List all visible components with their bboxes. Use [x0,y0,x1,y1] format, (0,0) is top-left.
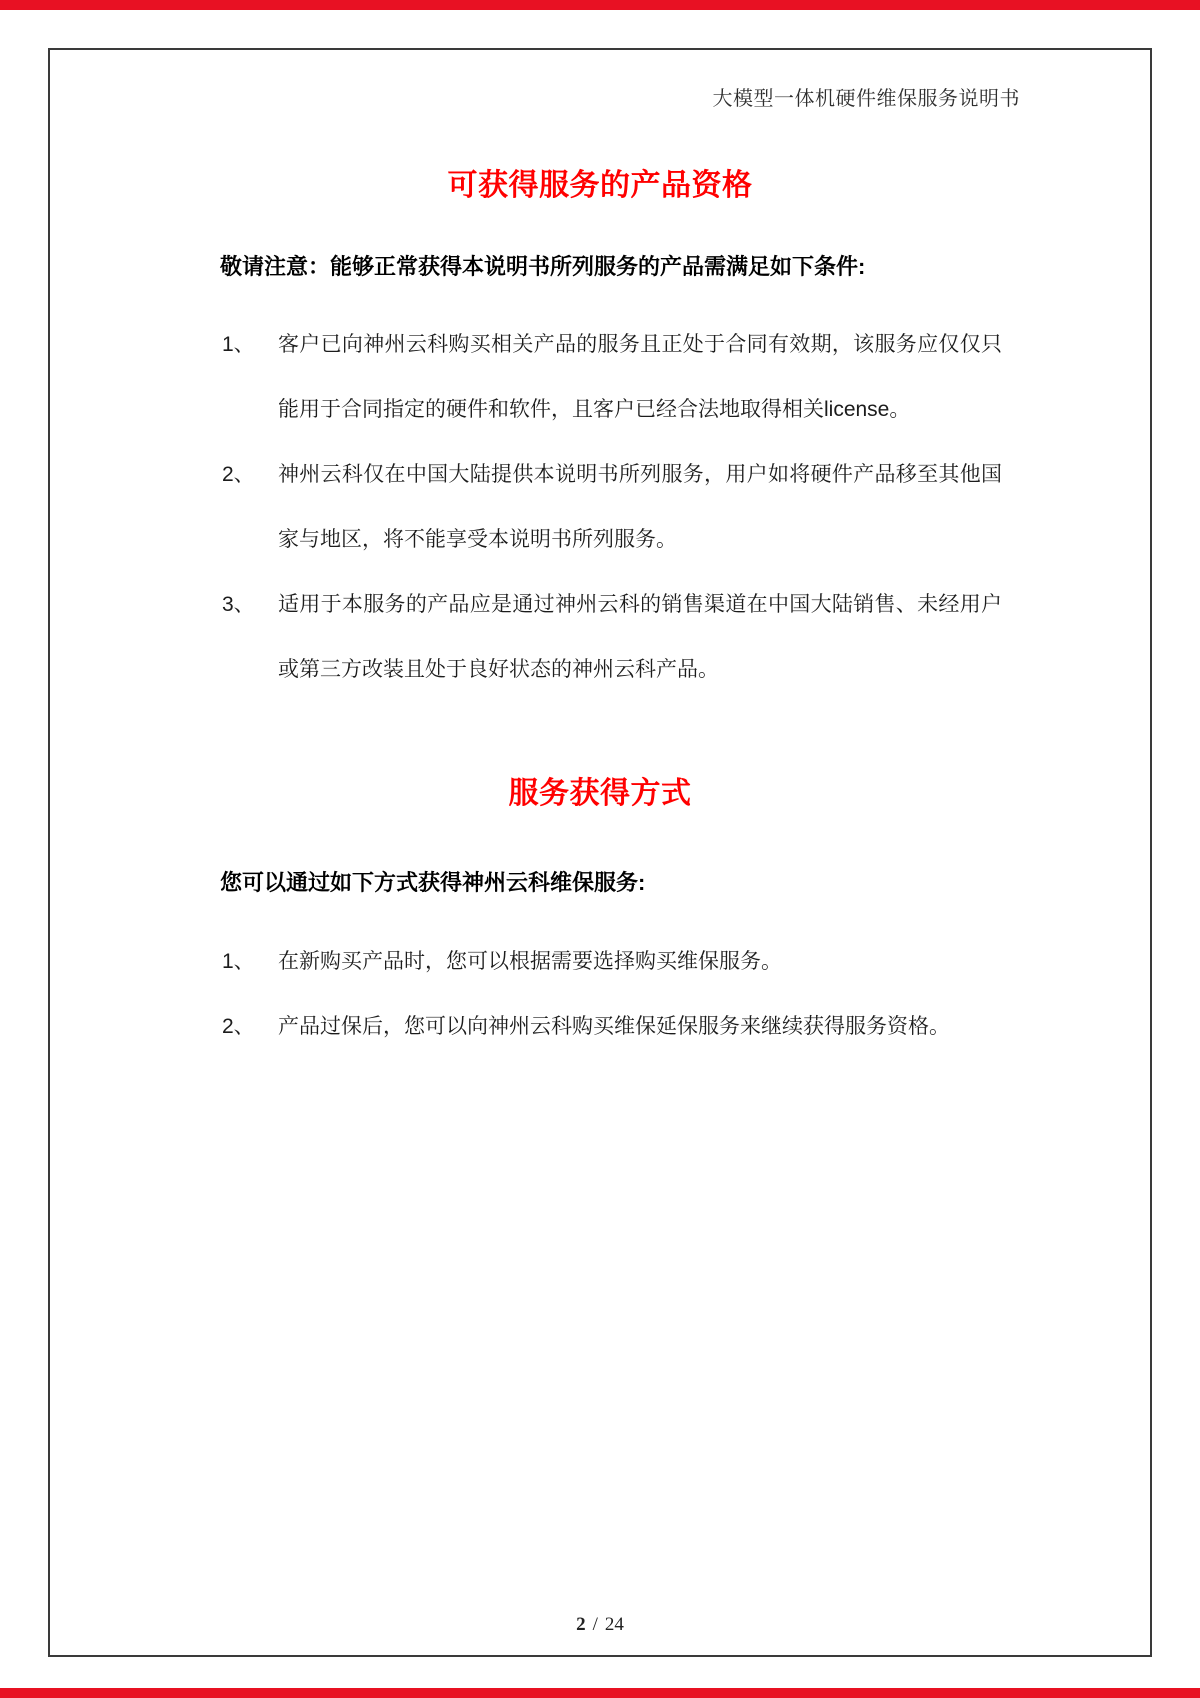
running-header: 大模型一体机硬件维保服务说明书 [712,88,1020,110]
list-item-line: 客户已向神州云科购买相关产品的服务且正处于合同有效期，该服务应仅仅只 [278,333,1002,356]
list-item-line: 适用于本服务的产品应是通过神州云科的销售渠道在中国大陆销售、未经用户 [278,593,1002,616]
top-edge-red-bar [0,0,1200,10]
list-item-number: 1、 [222,950,255,973]
list-item-line: 能用于合同指定的硬件和软件，且客户已经合法地取得相关license。 [278,398,911,421]
list-item-line: 家与地区，将不能享受本说明书所列服务。 [278,528,677,551]
section1-intro: 敬请注意：能够正常获得本说明书所列服务的产品需满足如下条件: [220,254,866,279]
list-item-line: 在新购买产品时，您可以根据需要选择购买维保服务。 [278,950,782,973]
list-item-line: 神州云科仅在中国大陆提供本说明书所列服务，用户如将硬件产品移至其他国 [278,463,1002,486]
list-item-number: 2、 [222,1015,255,1038]
page-number-separator: / [592,1614,598,1635]
section1-title: 可获得服务的产品资格 [447,169,753,202]
page-number-total: 24 [604,1614,624,1635]
list-item-number: 3、 [222,593,255,616]
list-item-line: 或第三方改装且处于良好状态的神州云科产品。 [278,658,719,681]
page-number-current: 2 [576,1614,586,1635]
bottom-edge-red-bar [0,1688,1200,1698]
section2-title: 服务获得方式 [508,777,692,810]
list-item-line: 产品过保后，您可以向神州云科购买维保延保服务来继续获得服务资格。 [278,1015,950,1038]
list-item-number: 2、 [222,463,255,486]
list-item-number: 1、 [222,333,255,356]
section2-intro: 您可以通过如下方式获得神州云科维保服务: [220,870,646,895]
page-number [0,1614,1200,1636]
page-border [48,48,1152,1657]
